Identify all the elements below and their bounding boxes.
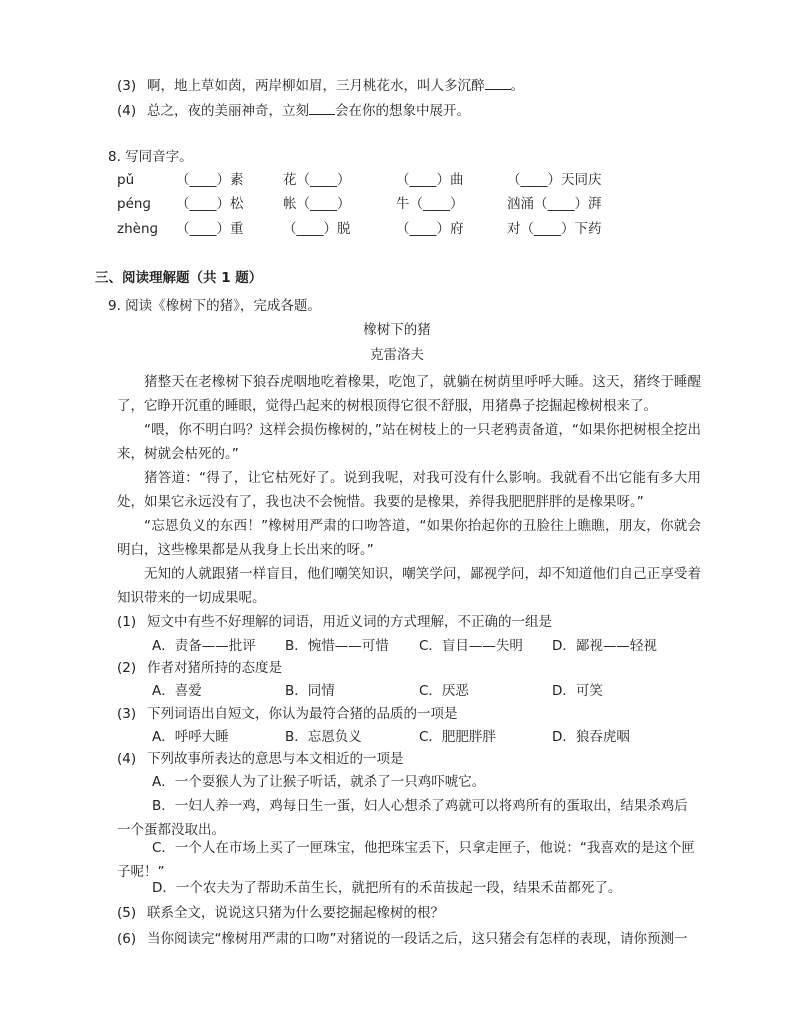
fill-cell[interactable]: （____）素 bbox=[176, 172, 244, 188]
q8-title: 8. 写同音字。 bbox=[108, 149, 193, 165]
option-a[interactable]: A．一个耍猴人为了让猴子听话，就杀了一只鸡吓唬它。 bbox=[152, 774, 486, 790]
story-author: 克雷洛夫 bbox=[370, 347, 424, 363]
pinyin: pénɡ bbox=[117, 196, 152, 212]
subq-5 bbox=[117, 903, 444, 923]
subq-text: 短文中有些不好理解的词语，用近义词的方式理解，不正确的一组是 bbox=[147, 614, 552, 630]
pinyin: zhènɡ bbox=[117, 221, 159, 237]
subq-text: 联系全文，说说这只猪为什么要挖掘起橡树的根？ bbox=[147, 905, 444, 921]
subq-4 bbox=[117, 749, 404, 769]
option-b[interactable]: B．同情 bbox=[285, 683, 335, 699]
subq-text: 当你阅读完“橡树用严肃的口吻”对猪说的一段话之后，这只猪会有怎样的表现，请你预测一 bbox=[147, 931, 688, 947]
story-paragraph: 猪整天在老橡树下狼吞虎咽地吃着橡果，吃饱了，就躺在树荫里呼呼大睡。这天，猪终于睡醒了，它睁开沉重的睡眼，觉得凸起来的树根顶得它很不舒服，用猪鼻子挖掘起橡树根来了。 bbox=[117, 374, 701, 414]
fill-cell[interactable]: 牛（____） bbox=[396, 196, 464, 212]
option-d[interactable]: D．可笑 bbox=[552, 683, 603, 699]
story-body bbox=[117, 370, 701, 610]
q7-item-3 bbox=[117, 76, 524, 96]
option-d[interactable]: D．狼吞虎咽 bbox=[552, 729, 630, 745]
subq-2 bbox=[117, 658, 282, 678]
fill-cell[interactable]: （____）脱 bbox=[283, 221, 351, 237]
subq-number: (4) bbox=[117, 751, 137, 767]
option-c[interactable]: C．肥肥胖胖 bbox=[419, 729, 496, 745]
option-d[interactable]: D．鄙视——轻视 bbox=[552, 638, 657, 654]
fill-cell[interactable]: 花（____） bbox=[283, 172, 351, 188]
fill-cell[interactable]: 汹涌（____）湃 bbox=[507, 196, 602, 212]
subq-number: (3) bbox=[117, 706, 137, 722]
item-number: (3) bbox=[117, 78, 137, 94]
q7-item-4 bbox=[117, 101, 470, 121]
answer-blank[interactable] bbox=[485, 76, 511, 90]
pinyin: pǔ bbox=[117, 172, 135, 188]
fill-cell[interactable]: （____）松 bbox=[176, 196, 244, 212]
item-text-end: 会在你的想象中展开。 bbox=[335, 103, 470, 119]
subq-text: 下列词语出自短文，你认为最符合猪的品质的一项是 bbox=[147, 706, 458, 722]
story-title: 橡树下的猪 bbox=[363, 322, 431, 338]
story-paragraph: “忘恩负义的东西！”橡树用严肃的口吻答道，“如果你抬起你的丑脸往上瞧瞧，朋友，你就会明白，这些橡果都是从我身上长出来的呀。” bbox=[117, 518, 701, 558]
option-b[interactable]: B．惋惜——可惜 bbox=[285, 638, 389, 654]
item-text: 啊，地上草如茵，两岸柳如眉，三月桃花水，叫人多沉醉 bbox=[147, 78, 485, 94]
story-paragraph: 无知的人就跟猪一样盲目，他们嘲笑知识，嘲笑学问，鄙视学问，却不知道他们自己正享受着知识带来的一切成果呢。 bbox=[117, 566, 701, 606]
option-c[interactable]: C．厌恶 bbox=[419, 683, 469, 699]
subq-3 bbox=[117, 704, 458, 724]
fill-cell[interactable]: （____）府 bbox=[396, 221, 464, 237]
section-heading: 三、阅读理解题（共 1 题） bbox=[95, 270, 263, 286]
fill-cell[interactable]: 对（____）下药 bbox=[507, 221, 602, 237]
option-a[interactable]: A．呼呼大睡 bbox=[152, 729, 229, 745]
subq-text: 作者对猪所持的态度是 bbox=[147, 660, 282, 676]
fill-cell[interactable]: （____）曲 bbox=[396, 172, 464, 188]
option-b[interactable]: B．一妇人养一鸡，鸡每日生一蛋，妇人心想杀了鸡就可以将鸡所有的蛋取出，结果杀鸡后一个蛋都没取出。 bbox=[117, 798, 688, 838]
subq-text: 下列故事所表达的意思与本文相近的一项是 bbox=[147, 751, 404, 767]
item-number: (4) bbox=[117, 103, 137, 119]
option-b[interactable]: B．忘恩负义 bbox=[285, 729, 362, 745]
fill-cell[interactable]: （____）天同庆 bbox=[507, 172, 602, 188]
answer-blank[interactable] bbox=[309, 101, 335, 115]
subq-number: (5) bbox=[117, 905, 137, 921]
subq-number: (2) bbox=[117, 660, 137, 676]
fill-cell[interactable]: （____）重 bbox=[176, 221, 244, 237]
option-d[interactable]: D．一个农夫为了帮助禾苗生长，就把所有的禾苗拔起一段，结果禾苗都死了。 bbox=[152, 880, 622, 896]
subq-1 bbox=[117, 612, 552, 632]
option-a[interactable]: A．喜爱 bbox=[152, 683, 202, 699]
item-text-end: 。 bbox=[510, 78, 524, 94]
subq-number: (1) bbox=[117, 614, 137, 630]
fill-cell[interactable]: 帐（____） bbox=[283, 196, 351, 212]
subq-6 bbox=[117, 929, 688, 949]
option-a[interactable]: A．责备——批评 bbox=[152, 638, 256, 654]
story-paragraph: “喂，你不明白吗？这样会损伤橡树的，”站在树枝上的一只老鸦责备道，“如果你把树根全挖出来，树就会枯死的。” bbox=[117, 422, 701, 462]
option-c[interactable]: C．盲目——失明 bbox=[419, 638, 523, 654]
subq-number: (6) bbox=[117, 931, 137, 947]
option-c[interactable]: C．一个人在市场上买了一匣珠宝，他把珠宝丢下，只拿走匣子，他说：“我喜欢的是这个匣子呢！” bbox=[117, 840, 695, 880]
q9-intro: 9. 阅读《橡树下的猪》，完成各题。 bbox=[108, 298, 321, 314]
item-text: 总之，夜的美丽神奇，立刻 bbox=[147, 103, 309, 119]
story-paragraph: 猪答道：“得了，让它枯死好了。说到我呢，对我可没有什么影响。我就看不出它能有多大用处，如果它永远没有了，我也决不会惋惜。我要的是橡果，养得我肥肥胖胖的是橡果呀。” bbox=[117, 470, 701, 510]
